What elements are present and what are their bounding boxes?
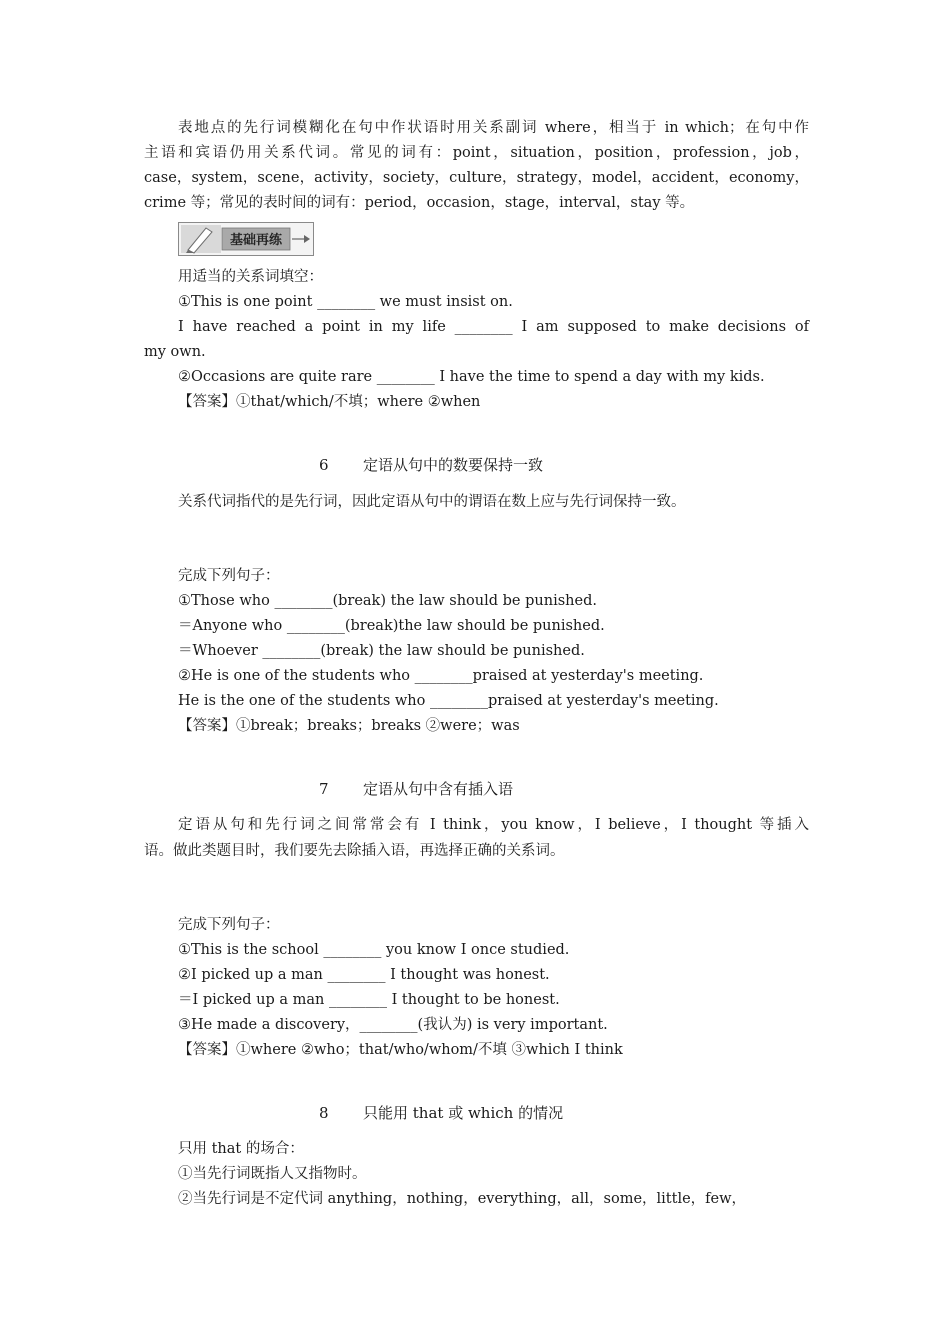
exercise-prompt: 完成下列句子： [178, 917, 280, 933]
intro-line-3: case，system，scene，activity，society，culture，strategy，model，accident，economy， [144, 170, 809, 186]
exercise-prompt: 完成下列句子： [178, 568, 280, 584]
section-title: 定语从句中的数要保持一致 [363, 456, 544, 474]
exercise-question: ＝Whoever ________(break) the law should be punished. [178, 643, 585, 659]
answer-line: 【答案】①where ②who；that/who/whom/不填 ③which I think [178, 1042, 623, 1058]
badge-label: 基础再练 [229, 233, 283, 248]
exercise-question: ①This is the school ________ you know I once studied. [178, 942, 570, 958]
rule-item: ②当先行词是不定代词 anything，nothing，everything，all，some，little，few， [178, 1191, 747, 1207]
exercise-question: ①Those who ________(break) the law should be punished. [178, 593, 597, 609]
section-title: 只能用 that 或 which 的情况 [363, 1104, 564, 1122]
section-number: 6 [319, 456, 329, 474]
intro-line-4: crime 等；常见的表时间的词有：period，occasion，stage，interval，stay 等。 [144, 195, 695, 211]
intro-line-1: 表地点的先行词模糊化在句中作状语时用关系副词 where，相当于 in which；在句中作 [178, 120, 809, 136]
exercise-question: He is the one of the students who ________praised at yesterday's meeting. [178, 693, 719, 709]
exercise-question: ③He made a discovery，________(我认为) is very important. [178, 1017, 608, 1033]
section-description-continued: 语。做此类题目时，我们要先去除插入语，再选择正确的关系词。 [144, 843, 565, 859]
section-heading [319, 779, 513, 799]
exercise-prompt: 用适当的关系词填空： [178, 269, 323, 285]
answer-line: 【答案】①that/which/不填；where ②when [178, 394, 481, 410]
section-title: 定语从句中含有插入语 [363, 780, 514, 798]
exercise-question: ①This is one point ________ we must insist on. [178, 294, 513, 310]
practice-badge [178, 222, 314, 256]
exercise-question: ＝I picked up a man ________ I thought to be honest. [178, 992, 560, 1008]
section-description: 定语从句和先行词之间常常会有 I think，you know，I believe，I thought 等插入 [178, 817, 809, 833]
answer-line: 【答案】①break；breaks；breaks ②were；was [178, 718, 520, 734]
exercise-question: I have reached a point in my life ________ I am supposed to make decisions of [178, 319, 809, 335]
exercise-question: ②Occasions are quite rare ________ I have the time to spend a day with my kids. [178, 369, 765, 385]
exercise-question-continued: my own. [144, 344, 206, 360]
exercise-question: ②I picked up a man ________ I thought was honest. [178, 967, 550, 983]
section-description: 关系代词指代的是先行词，因此定语从句中的谓语在数上应与先行词保持一致。 [178, 494, 686, 510]
section-heading [319, 1103, 563, 1123]
section-number: 7 [319, 780, 329, 798]
intro-line-2: 主语和宾语仍用关系代词。常见的词有：point，situation，position，profession，job， [144, 145, 809, 161]
exercise-question: ②He is one of the students who ________praised at yesterday's meeting. [178, 668, 704, 684]
rule-item: ①当先行词既指人又指物时。 [178, 1166, 367, 1182]
subheading: 只用 that 的场合： [178, 1141, 304, 1157]
exercise-question: ＝Anyone who ________(break)the law should be punished. [178, 618, 605, 634]
section-number: 8 [319, 1104, 329, 1122]
section-heading [319, 455, 543, 475]
